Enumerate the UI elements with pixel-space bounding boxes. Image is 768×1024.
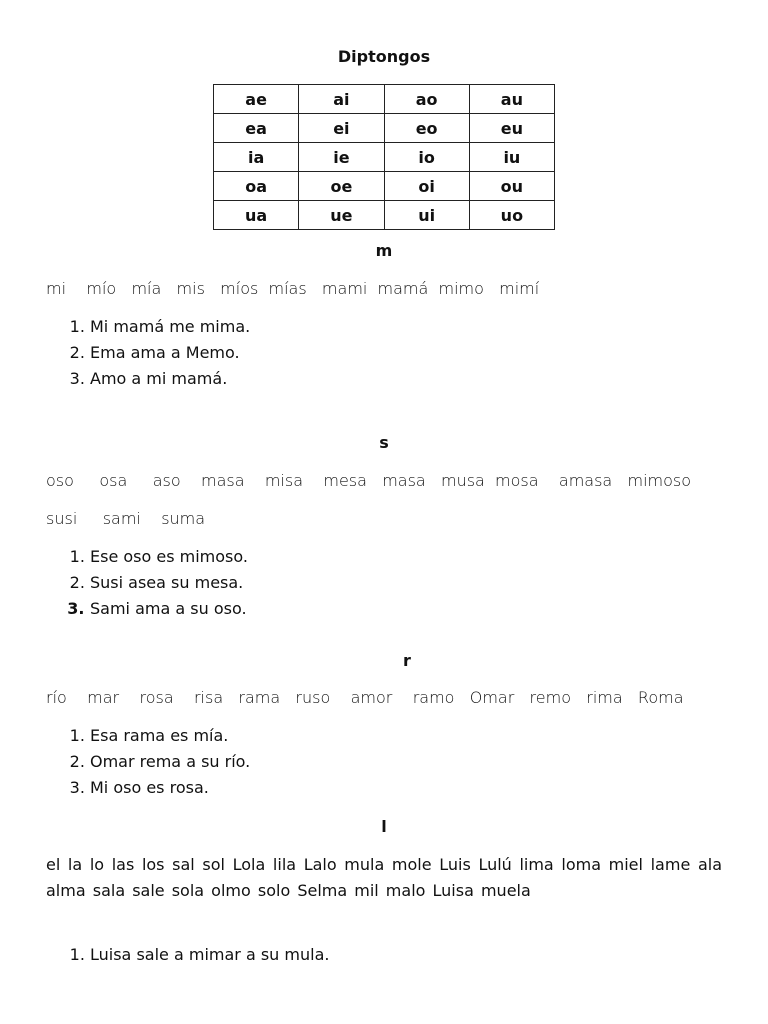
sentence-list-r bbox=[60, 723, 250, 801]
table-cell: io bbox=[384, 143, 469, 172]
table-cell: oi bbox=[384, 172, 469, 201]
list-item: 1. Mi mamá me mima. bbox=[90, 314, 250, 340]
table-cell: ua bbox=[214, 201, 299, 230]
list-item: 1. Ese oso es mimoso. bbox=[90, 544, 248, 570]
list-item: 2. Susi asea su mesa. bbox=[90, 570, 248, 596]
table-cell: eu bbox=[469, 114, 554, 143]
list-item: 3. Amo a mi mamá. bbox=[90, 366, 250, 392]
table-row bbox=[214, 114, 555, 143]
section-heading-m: m bbox=[375, 241, 393, 260]
sentence-list-s bbox=[60, 544, 248, 622]
table-row bbox=[214, 85, 555, 114]
table-row bbox=[214, 201, 555, 230]
table-cell: ou bbox=[469, 172, 554, 201]
sentence-list-l bbox=[60, 942, 329, 968]
word-list-s-line2: susi sami suma bbox=[46, 509, 206, 528]
sentence-list-m bbox=[60, 314, 250, 392]
list-item: 3. Mi oso es rosa. bbox=[90, 775, 250, 801]
table-cell: iu bbox=[469, 143, 554, 172]
section-heading-l: l bbox=[381, 817, 387, 836]
list-item: 3. Sami ama a su oso. bbox=[90, 596, 248, 622]
table-row bbox=[214, 143, 555, 172]
diphthongs-table bbox=[213, 84, 555, 230]
word-list-m: mi mío mía mis míos mías mami mamá mimo mimí bbox=[46, 279, 540, 298]
table-row bbox=[214, 172, 555, 201]
list-item: 2. Ema ama a Memo. bbox=[90, 340, 250, 366]
section-heading-s: s bbox=[379, 433, 389, 452]
table-cell: ao bbox=[384, 85, 469, 114]
list-item: 1. Esa rama es mía. bbox=[90, 723, 250, 749]
list-item: 2. Omar rema a su río. bbox=[90, 749, 250, 775]
table-cell: oe bbox=[299, 172, 384, 201]
word-list-l: el la lo las los sal sol Lola lila Lalo mula mole Luis Lulú lima loma miel lame ala alma sala sale sola olmo solo Selma mil malo Luisa muela bbox=[46, 855, 722, 900]
table-cell: ia bbox=[214, 143, 299, 172]
table-cell: ea bbox=[214, 114, 299, 143]
table-cell: eo bbox=[384, 114, 469, 143]
table-cell: ei bbox=[299, 114, 384, 143]
section-heading-r: r bbox=[403, 651, 411, 670]
table-cell: uo bbox=[469, 201, 554, 230]
table-cell: au bbox=[469, 85, 554, 114]
table-cell: ue bbox=[299, 201, 384, 230]
table-cell: ie bbox=[299, 143, 384, 172]
table-cell: ai bbox=[299, 85, 384, 114]
table-cell: ui bbox=[384, 201, 469, 230]
table-cell: ae bbox=[214, 85, 299, 114]
list-item: 1. Luisa sale a mimar a su mula. bbox=[90, 942, 329, 968]
page-title: Diptongos bbox=[337, 47, 431, 66]
table-cell: oa bbox=[214, 172, 299, 201]
word-list-r: río mar rosa risa rama ruso amor ramo Omar remo rima Roma bbox=[46, 688, 684, 707]
word-list-s-line1: oso osa aso masa misa mesa masa musa mosa amasa mimoso bbox=[46, 471, 692, 490]
